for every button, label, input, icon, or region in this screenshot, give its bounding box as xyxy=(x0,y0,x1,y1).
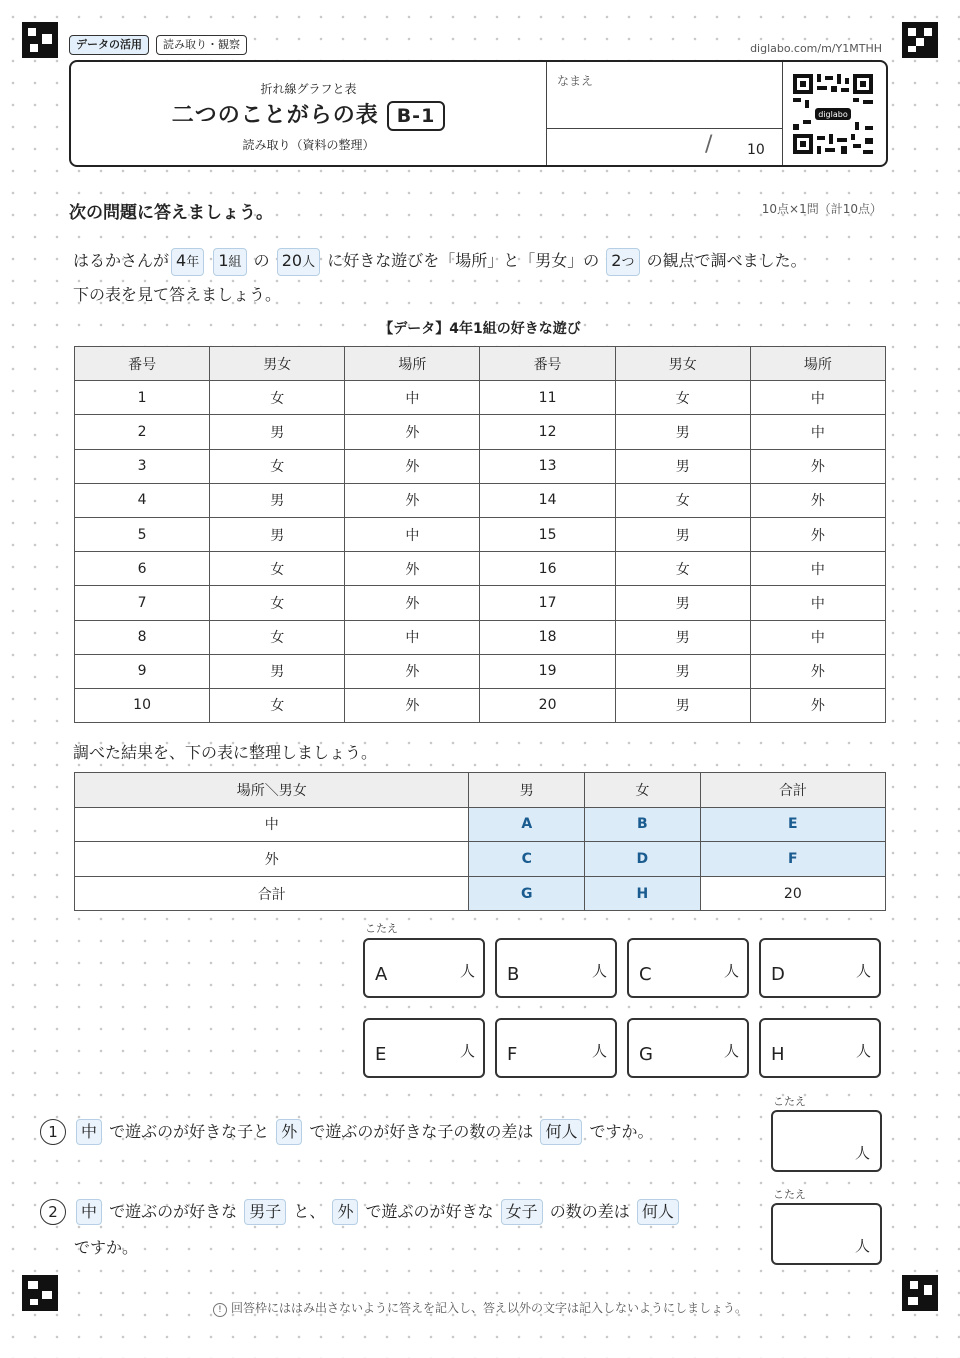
table-row xyxy=(75,620,886,654)
table-row xyxy=(75,381,886,415)
cell-gender: 男 xyxy=(615,654,750,688)
cell-place: 外 xyxy=(345,586,480,620)
cell-place: 中 xyxy=(750,381,885,415)
worksheet-url: diglabo.com/m/Y1MTHH xyxy=(750,42,882,55)
header-girls: 女 xyxy=(585,773,701,808)
answer-box-f[interactable] xyxy=(495,1018,617,1078)
cell-place: 中 xyxy=(750,586,885,620)
title-block xyxy=(71,62,546,165)
cell-gender: 男 xyxy=(210,517,345,551)
cell-place: 外 xyxy=(750,654,885,688)
name-label: なまえ xyxy=(557,74,594,88)
row-label: 合計 xyxy=(75,876,469,911)
unit-label: 人 xyxy=(723,1042,739,1060)
footer-note xyxy=(0,1299,960,1317)
unit-label: 人 xyxy=(854,1237,870,1255)
answer-box-letter: C xyxy=(639,964,652,985)
header-total: 合計 xyxy=(700,773,885,808)
cell-number: 7 xyxy=(75,586,210,620)
cell-gender: 男 xyxy=(615,620,750,654)
cell-number: 9 xyxy=(75,654,210,688)
cell-number: 11 xyxy=(480,381,615,415)
count-highlight: 20人 xyxy=(277,248,320,276)
blank-cell-f: F xyxy=(700,842,885,877)
intro-text-3: に好きな遊びを「場所」と「男女」の xyxy=(327,251,600,270)
blank-cell-e: E xyxy=(700,807,885,842)
cell-place: 外 xyxy=(750,517,885,551)
cell-gender: 女 xyxy=(210,552,345,586)
keyword-inside: 中 xyxy=(76,1119,102,1145)
footer-text: 回答枠にははみ出さないように答えを記入し、答え以外の文字は記入しないようにしましょう。 xyxy=(230,1301,747,1315)
table-header-row xyxy=(75,347,886,381)
blank-cell-g: G xyxy=(469,876,585,911)
unit-label: 人 xyxy=(591,962,607,980)
qr-code-icon xyxy=(791,72,875,156)
cell-place: 外 xyxy=(345,415,480,449)
cell-gender: 女 xyxy=(615,381,750,415)
cell-number: 20 xyxy=(480,688,615,722)
cell-place: 外 xyxy=(345,654,480,688)
keyword-boys: 男子 xyxy=(244,1199,286,1225)
cell-place: 中 xyxy=(345,620,480,654)
cell-gender: 女 xyxy=(210,449,345,483)
cell-gender: 女 xyxy=(210,620,345,654)
cell-gender: 女 xyxy=(210,688,345,722)
answer-label: こたえ xyxy=(773,1188,806,1201)
unit-label: 人 xyxy=(459,1042,475,1060)
cell-gender: 男 xyxy=(615,517,750,551)
cell-gender: 男 xyxy=(615,688,750,722)
answer-box-letter: H xyxy=(771,1044,785,1065)
blank-cell-a: A xyxy=(469,807,585,842)
cell-number: 4 xyxy=(75,483,210,517)
table-row xyxy=(75,517,886,551)
answer-box-letter: A xyxy=(375,964,388,985)
grand-total-cell: 20 xyxy=(700,876,885,911)
cell-number: 3 xyxy=(75,449,210,483)
cell-place: 中 xyxy=(750,552,885,586)
question-text: ですか。 xyxy=(589,1122,654,1141)
header-number: 番号 xyxy=(75,347,210,381)
cell-gender: 男 xyxy=(615,449,750,483)
table-row xyxy=(75,483,886,517)
level-badge: B-1 xyxy=(387,101,446,131)
cell-gender: 女 xyxy=(615,552,750,586)
cell-number: 19 xyxy=(480,654,615,688)
cell-number: 5 xyxy=(75,517,210,551)
table-row xyxy=(75,552,886,586)
answer-box-h[interactable] xyxy=(759,1018,881,1078)
answer-box-q2[interactable] xyxy=(771,1203,882,1265)
intro-text-5: 下の表を見て答えましょう。 xyxy=(73,285,282,304)
question-text: と、 xyxy=(293,1202,326,1221)
cell-gender: 男 xyxy=(615,586,750,620)
cell-gender: 男 xyxy=(210,483,345,517)
points-label: 10点×1問（計10点） xyxy=(761,202,882,216)
answer-label: こたえ xyxy=(773,1095,806,1108)
worksheet-header xyxy=(69,60,888,167)
cell-number: 10 xyxy=(75,688,210,722)
cell-number: 8 xyxy=(75,620,210,654)
intro-text-4: の観点で調べました。 xyxy=(646,251,807,270)
skill-subtitle: 読み取り（資料の整理） xyxy=(242,138,375,152)
worksheet-title xyxy=(71,98,546,131)
keyword-how-many: 何人 xyxy=(540,1119,582,1145)
header-gender: 男女 xyxy=(210,347,345,381)
question-number: 2 xyxy=(40,1199,66,1225)
cell-gender: 男 xyxy=(210,415,345,449)
cell-place: 中 xyxy=(750,620,885,654)
table-row xyxy=(75,688,886,722)
data-table xyxy=(74,346,886,723)
unit-label: 人 xyxy=(855,1042,871,1060)
intro-text-1: はるかさんが xyxy=(73,251,170,270)
cell-place: 外 xyxy=(345,552,480,586)
cell-number: 1 xyxy=(75,381,210,415)
keyword-outside: 外 xyxy=(276,1119,302,1145)
cell-gender: 女 xyxy=(615,483,750,517)
cell-place: 外 xyxy=(345,688,480,722)
answer-box-q1[interactable] xyxy=(771,1110,882,1172)
blank-cell-h: H xyxy=(585,876,701,911)
cell-number: 16 xyxy=(480,552,615,586)
cell-number: 2 xyxy=(75,415,210,449)
question-1 xyxy=(40,1114,760,1150)
unit-label: 人 xyxy=(723,962,739,980)
answer-box-letter: B xyxy=(507,964,520,985)
table-row xyxy=(75,449,886,483)
table-row xyxy=(75,807,886,842)
cell-number: 17 xyxy=(480,586,615,620)
answer-label: こたえ xyxy=(365,922,398,935)
cell-number: 18 xyxy=(480,620,615,654)
answer-box-d[interactable] xyxy=(759,938,881,998)
answer-box-letter: G xyxy=(639,1044,653,1065)
cell-place: 中 xyxy=(750,415,885,449)
cell-number: 13 xyxy=(480,449,615,483)
blank-cell-d: D xyxy=(585,842,701,877)
cell-number: 14 xyxy=(480,483,615,517)
answer-box-b[interactable] xyxy=(495,938,617,998)
category-tag-reading: 読み取り・観察 xyxy=(156,35,247,55)
cell-place: 外 xyxy=(750,483,885,517)
cell-place: 外 xyxy=(750,688,885,722)
intro-text-2: の xyxy=(253,251,270,270)
corner-marker-top-left xyxy=(22,22,58,58)
cell-place: 中 xyxy=(345,381,480,415)
table-row xyxy=(75,876,886,911)
cell-gender: 男 xyxy=(210,654,345,688)
cell-gender: 女 xyxy=(210,586,345,620)
table-row xyxy=(75,654,886,688)
answer-box-a[interactable] xyxy=(363,938,485,998)
question-2 xyxy=(40,1194,760,1266)
grade-highlight: 4年 xyxy=(171,248,204,276)
table-row xyxy=(75,415,886,449)
keyword-girls: 女子 xyxy=(501,1199,543,1225)
summary-lead: 調べた結果を、下の表に整理しましょう。 xyxy=(73,743,378,762)
cell-number: 15 xyxy=(480,517,615,551)
question-text: で遊ぶのが好きな xyxy=(109,1202,238,1221)
cell-number: 12 xyxy=(480,415,615,449)
keyword-outside: 外 xyxy=(332,1199,358,1225)
header-gender: 男女 xyxy=(615,347,750,381)
header-number: 番号 xyxy=(480,347,615,381)
problem-intro xyxy=(73,244,893,312)
unit-label: 人 xyxy=(855,962,871,980)
table-row xyxy=(75,842,886,877)
answer-box-e[interactable] xyxy=(363,1018,485,1078)
row-label: 中 xyxy=(75,807,469,842)
cell-place: 外 xyxy=(345,483,480,517)
keyword-inside: 中 xyxy=(76,1199,102,1225)
question-text: で遊ぶのが好きな子の数の差は xyxy=(309,1122,534,1141)
cell-place: 外 xyxy=(345,449,480,483)
table-row xyxy=(75,586,886,620)
name-score-area xyxy=(546,62,783,165)
question-number: 1 xyxy=(40,1119,66,1145)
score-slash: / xyxy=(705,132,713,157)
answer-box-letter: E xyxy=(375,1044,387,1065)
views-highlight: 2つ xyxy=(606,248,639,276)
corner-marker-top-right xyxy=(902,22,938,58)
question-text: で遊ぶのが好きな子と xyxy=(109,1122,270,1141)
worksheet-title-text: 二つのことがらの表 xyxy=(171,103,379,128)
header-place: 場所 xyxy=(750,347,885,381)
question-text: の数の差は xyxy=(549,1202,630,1221)
header-boys: 男 xyxy=(469,773,585,808)
class-highlight: 1組 xyxy=(213,248,246,276)
answer-box-letter: F xyxy=(507,1044,518,1065)
question-text: で遊ぶのが好きな xyxy=(365,1202,494,1221)
answer-box-letter: D xyxy=(771,964,785,985)
answer-box-g[interactable] xyxy=(627,1018,749,1078)
cell-gender: 女 xyxy=(210,381,345,415)
name-divider xyxy=(547,128,782,129)
unit-label: 人 xyxy=(591,1042,607,1060)
cell-gender: 男 xyxy=(615,415,750,449)
keyword-how-many: 何人 xyxy=(637,1199,679,1225)
data-table-title: 【データ】4年1組の好きな遊び xyxy=(379,321,581,337)
unit-label: 人 xyxy=(459,962,475,980)
cell-place: 中 xyxy=(345,517,480,551)
blank-cell-c: C xyxy=(469,842,585,877)
row-label: 外 xyxy=(75,842,469,877)
table-header-row xyxy=(75,773,886,808)
instruction-text: 次の問題に答えましょう。 xyxy=(69,203,273,223)
summary-table xyxy=(74,772,886,911)
blank-cell-b: B xyxy=(585,807,701,842)
header-place: 場所 xyxy=(345,347,480,381)
category-tag-data: データの活用 xyxy=(69,35,149,55)
header-place-gender: 場所＼男女 xyxy=(75,773,469,808)
unit-label: 人 xyxy=(854,1144,870,1162)
score-total: 10 xyxy=(747,142,765,158)
answer-box-c[interactable] xyxy=(627,938,749,998)
unit-subtitle: 折れ線グラフと表 xyxy=(260,82,357,96)
svg-text:diglabo: diglabo xyxy=(818,110,848,119)
warning-icon: ! xyxy=(213,1303,227,1317)
question-text: ですか。 xyxy=(74,1238,139,1257)
cell-place: 外 xyxy=(750,449,885,483)
cell-number: 6 xyxy=(75,552,210,586)
